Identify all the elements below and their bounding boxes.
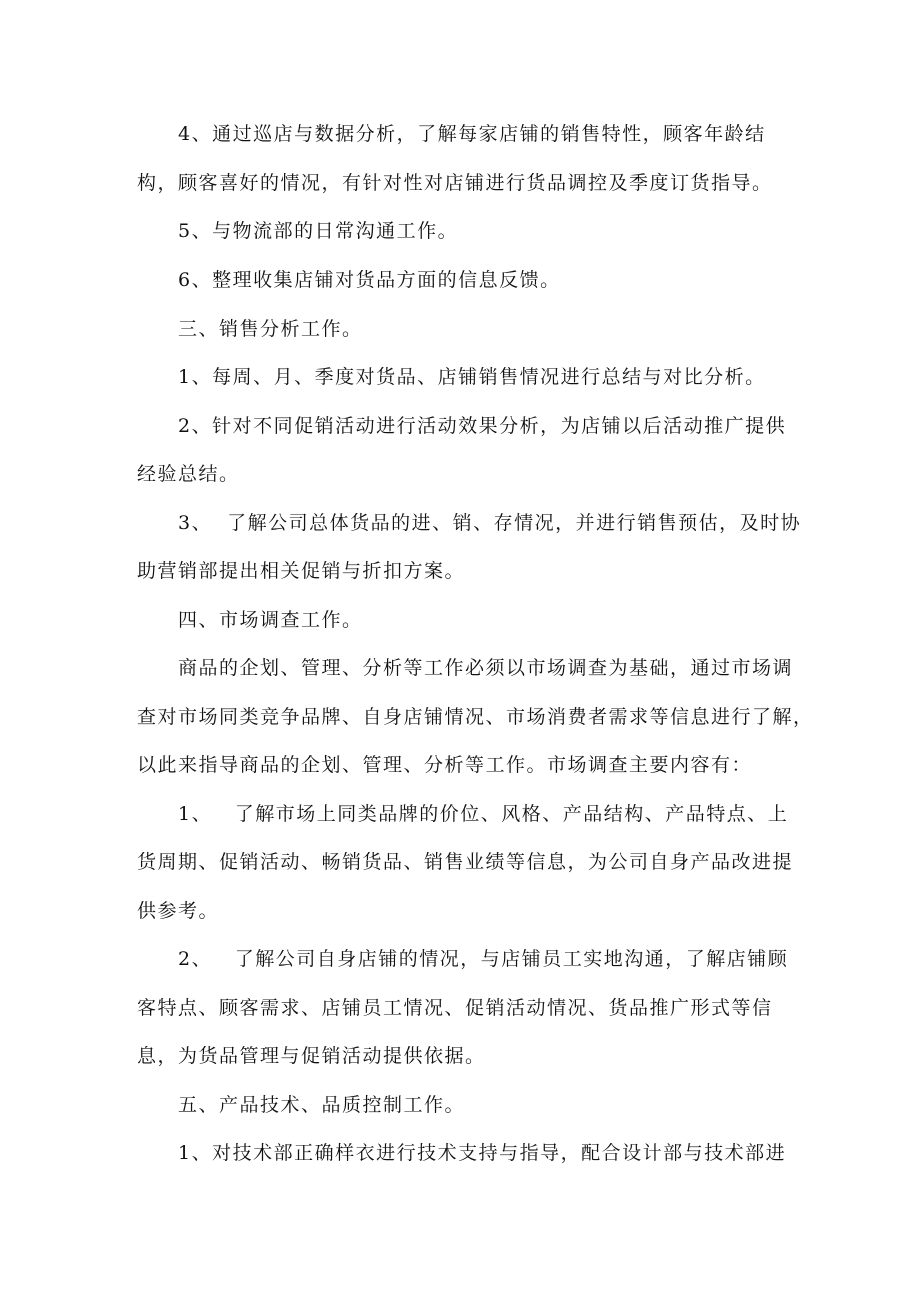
paragraph-line: 查对市场同类竞争品牌、自身店铺情况、市场消费者需求等信息进行了解，: [137, 706, 814, 728]
paragraph-line: 5、与物流部的日常沟通工作。: [178, 220, 459, 242]
paragraph-line: 助营销部提出相关促销与折扣方案。: [137, 560, 466, 582]
paragraph-line: 商品的企划、管理、分析等工作必须以市场调查为基础，通过市场调: [178, 657, 794, 679]
paragraph-line: 6、整理收集店铺对货品方面的信息反馈。: [178, 269, 561, 291]
paragraph-line: 4、通过巡店与数据分析，了解每家店铺的销售特性，顾客年龄结: [178, 123, 766, 145]
paragraph-line: 1、每周、月、季度对货品、店铺销售情况进行总结与对比分析。: [178, 366, 766, 388]
paragraph-line: 2、针对不同促销活动进行活动效果分析，为店铺以后活动推广提供: [178, 415, 787, 437]
paragraph-line: 1、 了解市场上同类品牌的价位、风格、产品结构、产品特点、上: [178, 803, 789, 825]
paragraph-line: 3、 了解公司总体货品的进、销、存情况，并进行销售预估，及时协: [178, 512, 802, 534]
paragraph-line: 经验总结。: [137, 463, 240, 485]
paragraph-line: 构，顾客喜好的情况，有针对性对店铺进行货品调控及季度订货指导。: [137, 172, 773, 194]
paragraph-line: 2、 了解公司自身店铺的情况，与店铺员工实地沟通，了解店铺顾: [178, 948, 789, 970]
section-heading: 三、销售分析工作。: [178, 318, 363, 340]
paragraph-line: 以此来指导商品的企划、管理、分析等工作。市场调查主要内容有：: [137, 754, 753, 776]
paragraph-line: 客特点、顾客需求、店铺员工情况、促销活动情况、货品推广形式等信: [137, 997, 773, 1019]
section-heading: 四、市场调查工作。: [178, 609, 363, 631]
paragraph-line: 货周期、促销活动、畅销货品、销售业绩等信息，为公司自身产品改进提: [137, 851, 794, 873]
section-heading: 五、产品技术、品质控制工作。: [178, 1094, 466, 1116]
paragraph-line: 1、对技术部正确样衣进行技术支持与指导，配合设计部与技术部进: [178, 1142, 787, 1164]
paragraph-line: 供参考。: [137, 900, 220, 922]
paragraph-line: 息，为货品管理与促销活动提供依据。: [137, 1045, 486, 1067]
